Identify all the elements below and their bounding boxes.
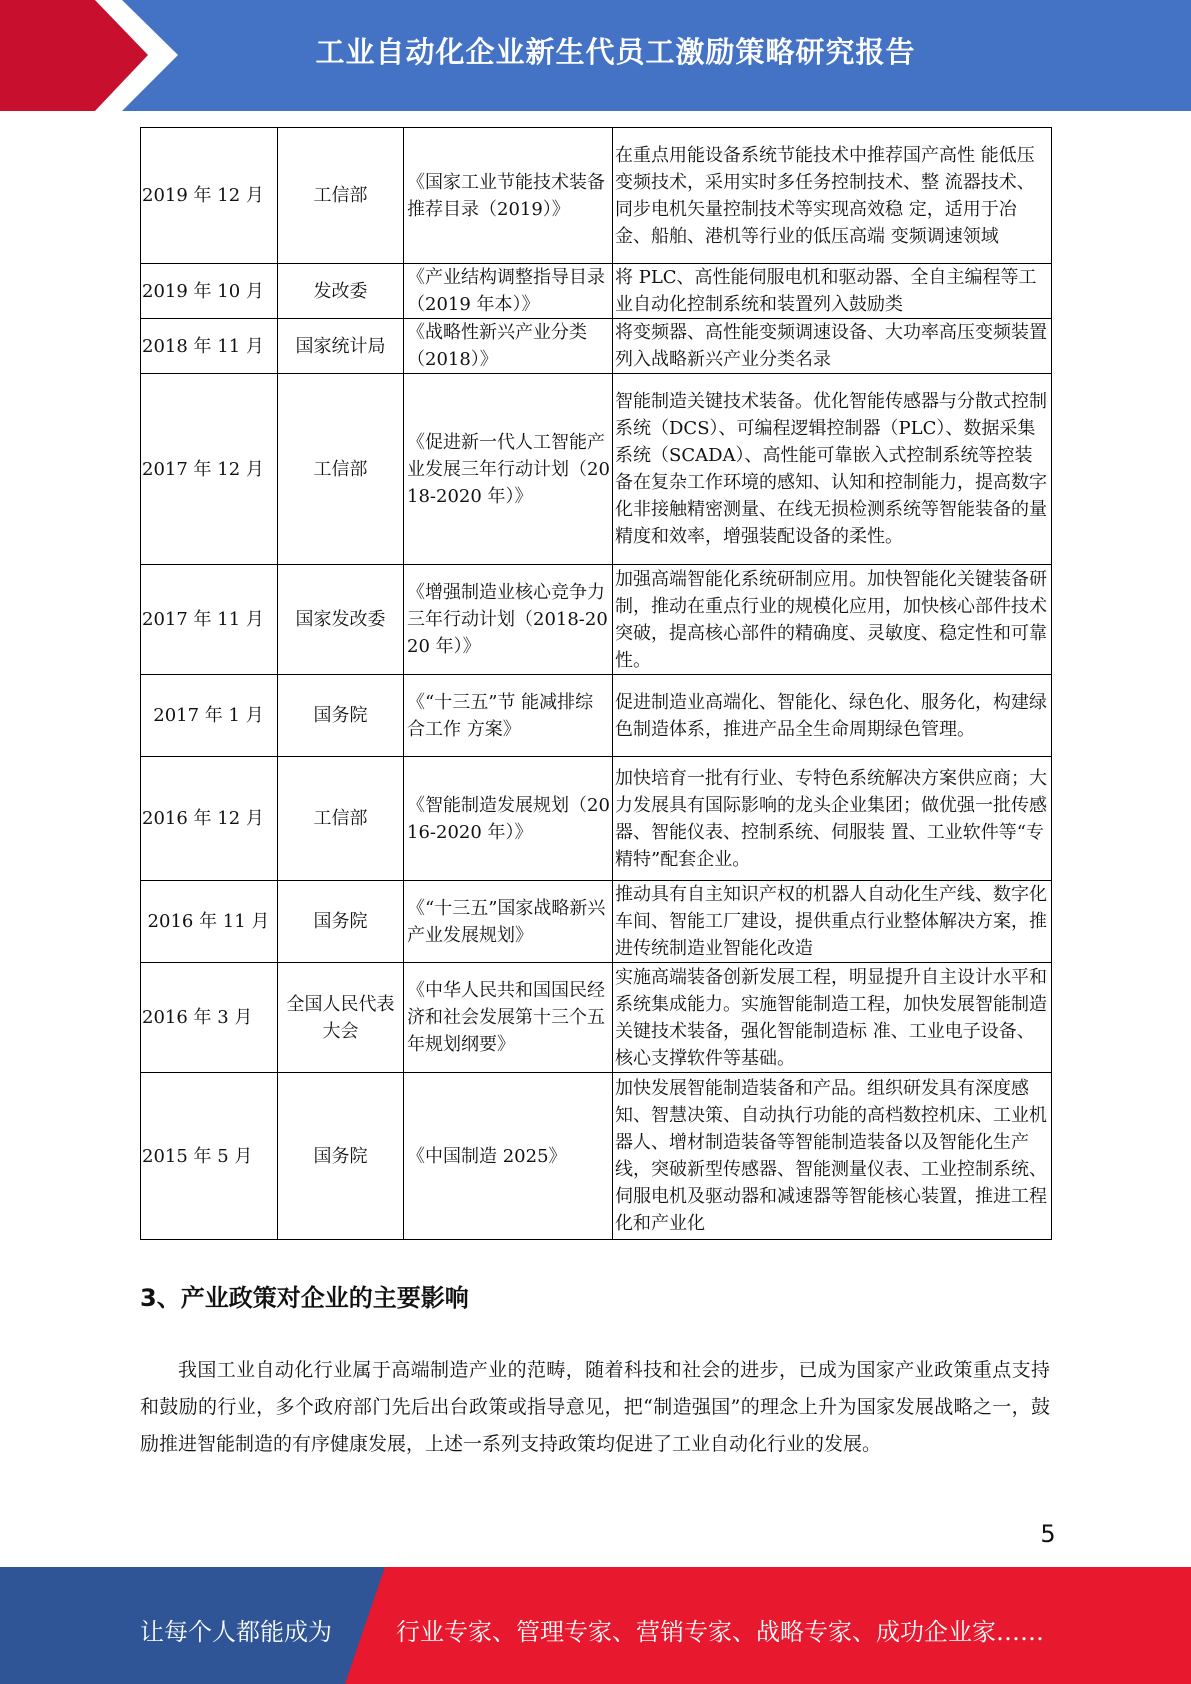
policy-content-cell: 实施高端装备创新发展工程，明显提升自主设计水平和系统集成能力。实施智能制造工程，加快发展智能制造关键技术装备，强化智能制造标 准、工业电子设备、核心支撑软件等基础。 <box>613 963 1052 1073</box>
policy-document-cell: 《智能制造发展规划（2016-2020 年）》 <box>404 757 613 881</box>
department-cell: 国家发改委 <box>278 565 404 675</box>
policy-document-cell: 《中华人民共和国国民经济和社会发展第十三个五年规划纲要》 <box>404 963 613 1073</box>
section-heading: 3、产业政策对企业的主要影响 <box>140 1284 469 1312</box>
department-cell: 工信部 <box>278 128 404 264</box>
table-row <box>141 374 1052 565</box>
policy-content-cell: 将变频器、高性能变频调速设备、大功率高压变频装置列入战略新兴产业分类名录 <box>613 319 1052 374</box>
policy-document-cell: 《中国制造 2025》 <box>404 1073 613 1240</box>
department-cell: 国务院 <box>278 675 404 757</box>
policy-document-cell: 《“十三五”节 能减排综合工作 方案》 <box>404 675 613 757</box>
date-cell: 2017 年 12 月 <box>141 374 278 565</box>
department-cell: 全国人民代表大会 <box>278 963 404 1073</box>
policy-content-cell: 加快培育一批有行业、专特色系统解决方案供应商；大力发展具有国际影响的龙头企业集团；做优强一批传感器、智能仪表、控制系统、伺服装 置、工业软件等“专精特”配套企业。 <box>613 757 1052 881</box>
department-cell: 国务院 <box>278 881 404 963</box>
table-row <box>141 881 1052 963</box>
policy-content-cell: 智能制造关键技术装备。优化智能传感器与分散式控制系统（DCS）、可编程逻辑控制器（PLC）、数据采集系统（SCADA）、高性能可靠嵌入式控制系统等控装备在复杂工作环境的感知、认知和控制能力，提高数字化非接触精密测量、在线无损检测系统等智能装备的量精度和效率，增强装配设备的柔性。 <box>613 374 1052 565</box>
page-footer <box>0 1567 1191 1684</box>
date-cell: 2016 年 12 月 <box>141 757 278 881</box>
policy-content-cell: 加快发展智能制造装备和产品。组织研发具有深度感知、智慧决策、自动执行功能的高档数控机床、工业机器人、增材制造装备等智能制造装备以及智能化生产线，突破新型传感器、智能测量仪表、工业控制系统、伺服电机及驱动器和减速器等智能核心装置，推进工程化和产业化 <box>613 1073 1052 1240</box>
department-cell: 发改委 <box>278 264 404 319</box>
table-row <box>141 128 1052 264</box>
table-row <box>141 675 1052 757</box>
policy-content-cell: 在重点用能设备系统节能技术中推荐国产高性 能低压变频技术，采用实时多任务控制技术、整 流器技术、同步电机矢量控制技术等实现高效稳 定，适用于冶金、船舶、港机等行业的低压高端 变频调速领域 <box>613 128 1052 264</box>
date-cell: 2019 年 12 月 <box>141 128 278 264</box>
table-row <box>141 264 1052 319</box>
department-cell: 国务院 <box>278 1073 404 1240</box>
policy-table <box>140 127 1052 1240</box>
date-cell: 2016 年 3 月 <box>141 963 278 1073</box>
report-title: 工业自动化企业新生代员工激励策略研究报告 <box>315 35 916 69</box>
policy-content-cell: 促进制造业高端化、智能化、绿色化、服务化，构建绿色制造体系，推进产品全生命周期绿色管理。 <box>613 675 1052 757</box>
date-cell: 2018 年 11 月 <box>141 319 278 374</box>
page-header <box>0 0 1191 111</box>
footer-slogan-left: 让每个人都能成为 <box>140 1618 332 1646</box>
department-cell: 工信部 <box>278 757 404 881</box>
policy-content-cell: 将 PLC、高性能伺服电机和驱动器、全自主编程等工业自动化控制系统和装置列入鼓励类 <box>613 264 1052 319</box>
date-cell: 2015 年 5 月 <box>141 1073 278 1240</box>
section-paragraph: 我国工业自动化行业属于高端制造产业的范畴，随着科技和社会的进步，已成为国家产业政策重点支持和鼓励的行业，多个政府部门先后出台政策或指导意见，把“制造强国”的理念上升为国家发展战略之一，鼓励推进智能制造的有序健康发展，上述一系列支持政策均促进了工业自动化行业的发展。 <box>140 1359 1050 1455</box>
department-cell: 国家统计局 <box>278 319 404 374</box>
date-cell: 2017 年 1 月 <box>141 675 278 757</box>
table-row <box>141 963 1052 1073</box>
policy-content-cell: 加强高端智能化系统研制应用。加快智能化关键装备研制，推动在重点行业的规模化应用，加快核心部件技术突破，提高核心部件的精确度、灵敏度、稳定性和可靠性。 <box>613 565 1052 675</box>
date-cell: 2019 年 10 月 <box>141 264 278 319</box>
policy-document-cell: 《产业结构调整指导目录（2019 年本）》 <box>404 264 613 319</box>
policy-document-cell: 《战略性新兴产业分类（2018）》 <box>404 319 613 374</box>
policy-document-cell: 《国家工业节能技术装备推荐目录（2019）》 <box>404 128 613 264</box>
table-row <box>141 1073 1052 1240</box>
policy-document-cell: 《“十三五”国家战略新兴产业发展规划》 <box>404 881 613 963</box>
table-row <box>141 319 1052 374</box>
footer-slogan-right: 行业专家、管理专家、营销专家、战略专家、成功企业家…… <box>396 1618 1044 1646</box>
table-row <box>141 565 1052 675</box>
policy-document-cell: 《促进新一代人工智能产业发展三年行动计划（2018-2020 年）》 <box>404 374 613 565</box>
date-cell: 2016 年 11 月 <box>141 881 278 963</box>
table-row <box>141 757 1052 881</box>
policy-document-cell: 《增强制造业核心竞争力三年行动计划（2018-2020 年）》 <box>404 565 613 675</box>
page-number: 5 <box>1040 1520 1056 1548</box>
policy-content-cell: 推动具有自主知识产权的机器人自动化生产线、数字化车间、智能工厂建设，提供重点行业整体解决方案，推进传统制造业智能化改造 <box>613 881 1052 963</box>
date-cell: 2017 年 11 月 <box>141 565 278 675</box>
department-cell: 工信部 <box>278 374 404 565</box>
